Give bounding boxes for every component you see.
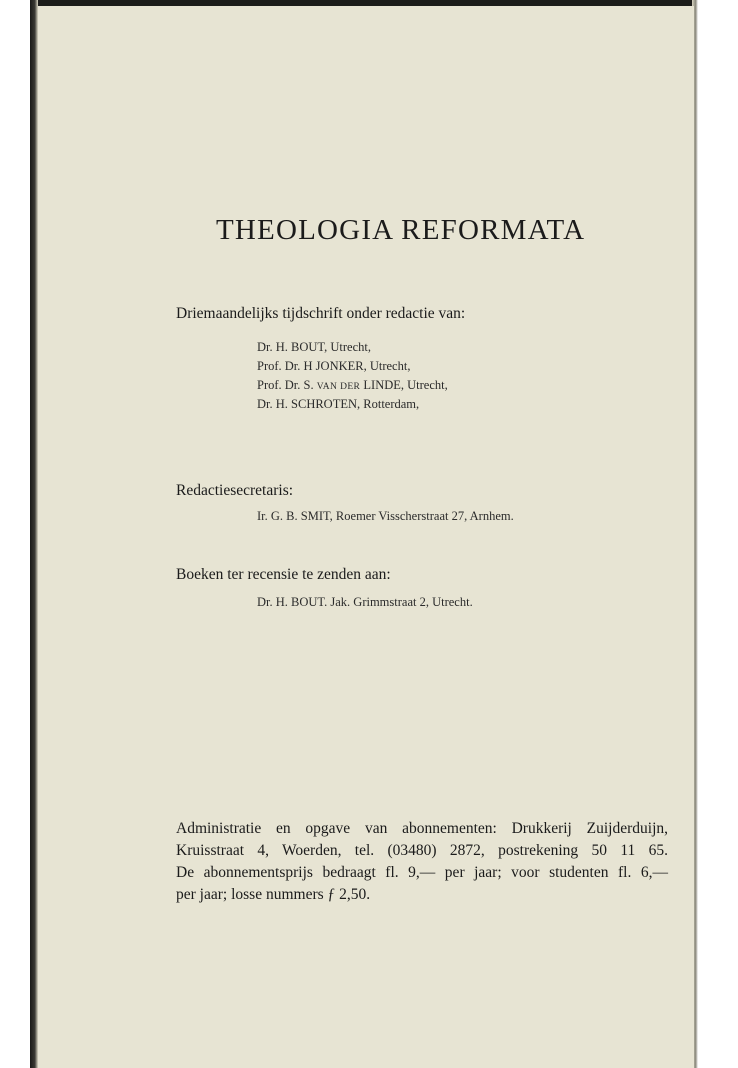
secretary-heading: Redactiesecretaris:	[176, 482, 294, 499]
reviews-list	[257, 593, 473, 612]
editors-heading: Driemaandelijks tijdschrift onder redactie van:	[176, 305, 466, 322]
editor-name-prefix: Prof. Dr. S.	[257, 378, 317, 392]
editor-item	[257, 376, 448, 395]
reviews-heading: Boeken ter recensie te zenden aan:	[176, 566, 391, 583]
administration-line: per jaar; losse nummers ƒ 2,50.	[176, 886, 371, 903]
administration-line: Administratie en opgave van abonnementen: Drukkerij Zuijderduijn,	[176, 820, 668, 837]
editor-item: Prof. Dr. H JONKER, Utrecht,	[257, 359, 411, 373]
editor-item: Dr. H. BOUT, Utrecht,	[257, 340, 371, 354]
editor-name-suffix: LINDE, Utrecht,	[360, 378, 448, 392]
editor-name-particle: VAN DER	[316, 382, 361, 392]
editor-item: Dr. H. SCHROTEN, Rotterdam,	[257, 397, 420, 411]
reviews-address: Dr. H. BOUT. Jak. Grimmstraat 2, Utrecht.	[257, 595, 473, 609]
administration-paragraph	[176, 818, 668, 906]
administration-line: De abonnementsprijs bedraagt fl. 9,— per jaar; voor studenten fl. 6,—	[176, 864, 668, 881]
journal-title: THEOLOGIA REFORMATA	[216, 214, 586, 246]
secretary-list	[257, 507, 514, 526]
secretary-item: Ir. G. B. SMIT, Roemer Visscherstraat 27, Arnhem.	[257, 509, 514, 523]
document-page	[38, 6, 694, 1068]
administration-line: Kruisstraat 4, Woerden, tel. (03480) 2872, postrekening 50 11 65.	[176, 842, 668, 859]
scan-border-left	[30, 0, 38, 1068]
editors-list	[257, 338, 448, 414]
